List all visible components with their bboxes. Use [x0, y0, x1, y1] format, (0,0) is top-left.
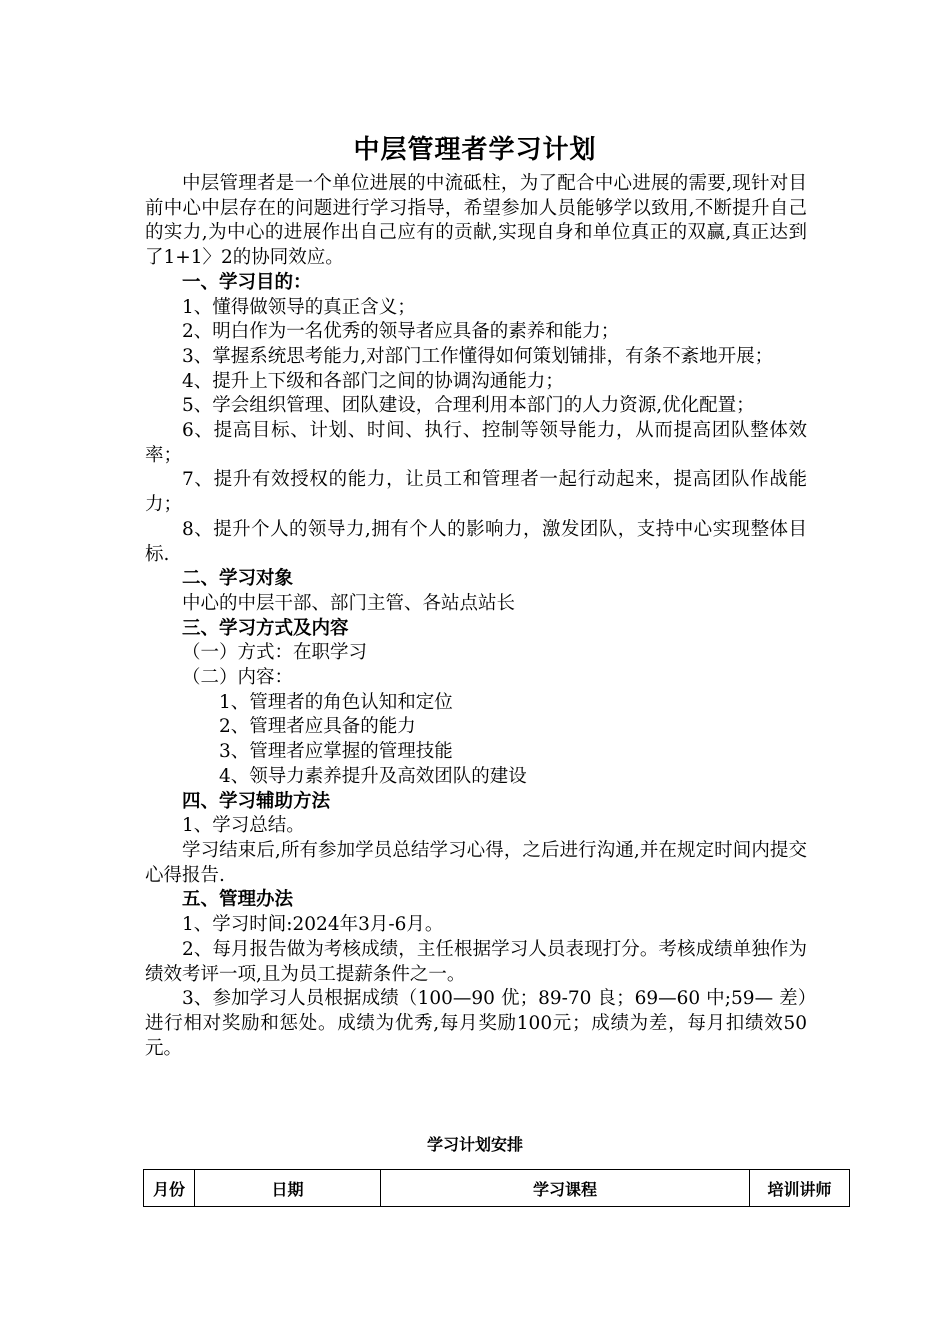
objective-item: 4、提升上下级和各部门之间的协调沟通能力； — [182, 370, 564, 392]
section-heading-audience: 二、学习对象 — [182, 568, 294, 590]
document-body — [145, 172, 807, 1061]
section-heading-method: 三、学习方式及内容 — [182, 617, 349, 639]
header-month: 月份 — [144, 1170, 195, 1207]
header-date: 日期 — [195, 1170, 381, 1207]
management-item: 3、参加学习人员根据成绩（100—90 优；89-70 良；69—60 中;59— 差）进行相对奖励和惩处。成绩为优秀,每月奖励100元；成绩为差，每月扣绩效50元。 — [145, 988, 807, 1059]
objective-item: 6、提高目标、计划、时间、执行、控制等领导能力，从而提高团队整体效率； — [145, 420, 807, 466]
header-trainer: 培训讲师 — [750, 1170, 850, 1207]
content-item: 4、领导力素养提升及高效团队的建设 — [219, 765, 527, 787]
support-item: 1、学习总结。 — [182, 815, 305, 837]
objective-item: 5、学会组织管理、团队建设，合理利用本部门的人力资源,优化配置； — [182, 395, 755, 417]
method-text: （一）方式：在职学习 — [182, 642, 368, 664]
management-item: 1、学习时间:2024年3月-6月。 — [182, 914, 444, 936]
audience-text: 中心的中层干部、部门主管、各站点站长 — [182, 592, 516, 614]
objective-item: 2、明白作为一名优秀的领导者应具备的素养和能力； — [182, 321, 620, 343]
document-title: 中层管理者学习计划 — [353, 135, 597, 165]
content-item: 3、管理者应掌握的管理技能 — [219, 741, 453, 763]
content-item: 2、管理者应具备的能力 — [219, 716, 416, 738]
objective-item: 7、提升有效授权的能力，让员工和管理者一起行动起来，提高团队作战能力； — [145, 469, 807, 516]
objective-item: 8、提升个人的领导力,拥有个人的影响力，激发团队，支持中心实现整体目标. — [145, 518, 807, 565]
objective-item: 1、懂得做领导的真正含义； — [182, 296, 416, 318]
section-heading-objectives: 一、学习目的： — [182, 271, 312, 293]
schedule-header-row — [144, 1170, 850, 1207]
management-item: 2、每月报告做为考核成绩，主任根据学习人员表现打分。考核成绩单独作为绩效考评一项,且为员工提薪条件之一。 — [145, 938, 807, 985]
intro-paragraph: 中层管理者是一个单位进展的中流砥柱，为了配合中心进展的需要,现针对目前中心中层存在的问题进行学习指导，希望参加人员能够学以致用,不断提升自己的实力,为中心的进展作出自己应有的贡献,实现自身和单位真正的双赢,真正达到了1+1〉2的协同效应。 — [145, 173, 807, 269]
content-label: （二）内容： — [182, 667, 294, 689]
support-text: 学习结束后,所有参加学员总结学习心得，之后进行沟通,并在规定时间内提交心得报告. — [145, 839, 807, 886]
section-heading-support: 四、学习辅助方法 — [182, 790, 331, 812]
schedule-table — [143, 1169, 850, 1207]
section-heading-management: 五、管理办法 — [182, 889, 294, 911]
header-course: 学习课程 — [381, 1170, 750, 1207]
objective-item: 3、掌握系统思考能力,对部门工作懂得如何策划铺排，有条不紊地开展； — [182, 345, 774, 367]
content-item: 1、管理者的角色认知和定位 — [219, 691, 453, 713]
schedule-caption: 学习计划安排 — [426, 1135, 523, 1154]
